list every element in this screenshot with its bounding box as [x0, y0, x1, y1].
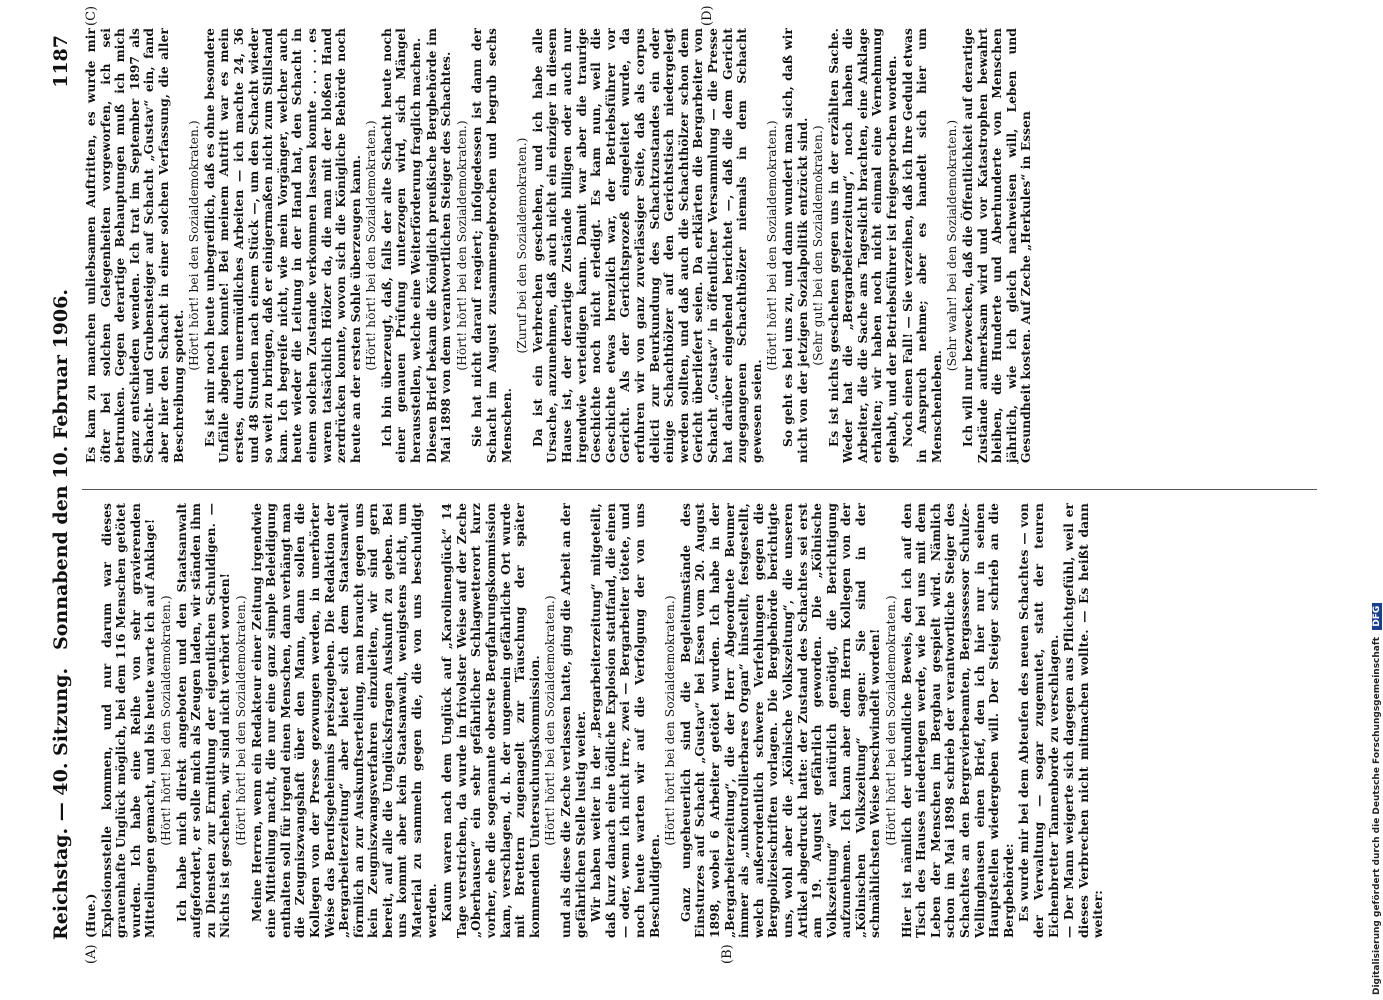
paragraph: Kaum waren nach dem Unglück auf „Karolinenglück“ 14 Tage verstrichen, da wurde in frivolster Weise auf der Zeche „Oberhausen“ ein sehr gefährlicher Schlagwetterort kurz vorher, ehe die sogenannte oberste Bergfahrungskommission kam, verschlagen, d. h. der ungemein gefährliche Ort wurde mit Brettern zugenagelt zur Täuschung der später kommenden Untersuchungskommission. [440, 503, 542, 938]
dfg-logo: DFG [1372, 603, 1382, 630]
paragraph: Sie hat nicht darauf reagiert; infolgedessen ist dann der Schacht im August zusammengebrochen und begrub sechs Menschen. [470, 28, 514, 463]
right-column [84, 28, 1035, 463]
paragraph: Ganz ungeheuerlich sind die Begleitumstände des Einsturzes auf Schacht „Gustav“ bei Essen vom 20. August 1898, wobei 6 Arbeiter getötet wurden. Ich habe in der „Bergarbeiterzeitung“, die der Herr Abgeordnete Beumer immer als „unkontrollierbares Organ“ hinstellt, festgestellt, welch außerordentlich schwere Verfehlungen gegen die Bergpolizeischriften vorlagen. Die Bergbehörde berichtigte uns, wohl aber die „Kölnische Volkszeitung“, die unseren Artikel abgedruckt hatte: der Zustand des Schachtes sei erst am 19. August gefährlich geworden. Die „Kölnische Volkszeitung“ war natürlich genötigt, die Berichtigung aufzunehmen. Ich kann aber dem Herrn Kollegen von der „Kölnischen Volkszeitung“ sagen: Sie sind in der schmählichsten Weise beschwindelt worden! [678, 503, 883, 938]
paragraph: — Der Mann weigerte sich dagegen aus Pflichtgefühl, weil er dieses Verbrechen nicht mitmachen wollte. — Es heißt dann weiter: [1062, 503, 1106, 938]
paragraph: Hier ist nämlich der urkundliche Beweis, den ich auf den Tisch des Hauses niederlegen werde, wie bei uns mit dem Leben der Menschen im Bergbau gespielt wird. Nämlich schon im Mai 1898 schrieb der verantwortliche Steiger des Schachtes an den Bergrevierbeamten, Bergassessor Schulze-Vellinghausen einen Brief, den ich hier nur in seinen Hauptstellen wiedergeben will. Der Steiger schrieb an die Bergbehörde: [899, 503, 1016, 938]
paragraph: Meine Herren, wenn ein Redakteur einer Zeitung irgendwie eine Mitteilung macht, die nur eine ganz simple Beleidigung enthalten soll für irgend einen Menschen, dann verhängt man die Zeugniszwangshaft über den Mann, dann sollen die Kollegen von der Presse gezwungen werden, in unerhörter Weise das Berufsgeheimnis preiszugeben. Die Redaktion der „Bergarbeiterzeitung“ aber bietet sich dem Staatsanwalt förmlich an zur Auskunftserteilung, man braucht gegen uns kein Zeugniszwangsverfahren einzuleiten, wir sind gern bereit, auf alle die Unglücksfragen Auskunft zu geben. Bei uns kommt aber kein Staatsanwalt, wenigstens nicht, um Material zu sammeln gegen die, die von uns beschuldigt werden. [249, 503, 439, 938]
paragraph: und als diese die Zeche verlassen hatte, ging die Arbeit an der gefährlichen Stelle lustig weiter. [559, 503, 588, 938]
margin-mark-b: (B) [720, 944, 735, 964]
interjection: (Hört! hört! bei den Sozialdemokraten.) [187, 120, 202, 371]
interjection: (Hört! hört! bei den Sozialdemokraten.) [543, 595, 558, 846]
paragraph: Wir haben weiter in der „Bergarbeiterzeitung“ mitgeteilt, daß kurz danach eine tödliche Explosion stattfand, die einen — oder, wenn ich nicht irre, zwei — Bergarbeiter tötete, und noch heute warten wir auf die Verfolgung der von uns Beschuldigten. [589, 503, 662, 938]
paragraph: Noch einen Fall! — Sie verzeihen, daß ich Ihre Geduld etwas in Anspruch nehme; aber es handelt sich hier um Menschenleben. [900, 28, 944, 463]
paragraph: Ich will nur bezwecken, daß die Öffentlichkeit auf derartige Zustände aufmerksam wird und vor Katastrophen bewahrt bleiben, die Hunderte und Aberhunderte von Menschen jährlich, wie ich gleich nachweisen will, Leben und Gesundheit kosten. Auf Zeche „Herkules“ in Essen [961, 28, 1034, 463]
paragraph: Ich bin überzeugt, daß, falls der alte Schacht heute noch einer genauen Prüfung unterzogen wird, sich Mängel herausstellen, welche eine Weiterförderung fraglich machen. [379, 28, 424, 463]
header-left: Reichstag. — 40. Sitzung. [50, 667, 72, 940]
interjection: (Zuruf bei den Sozialdemokraten.) [515, 137, 530, 354]
paragraph: Es ist mir noch heute unbegreiflich, daß es ohne besondere Unfälle abgehen konnte! Bei meinem Antritt war es mein erstes, durch unermüdliches Arbeiten — ich machte 24, 36 und 48 Stunden nach einem Stück —, um den Schacht wieder so weit zu bringen, daß er einigermaßen nicht zum Stillstand kam. Ich begreife nicht, wie mein Vorgänger, welcher auch heute wieder die Leitung in der Hand hat, den Schacht in einem solchen Zustande verkommen lassen konnte . . . . . es waren tatsächlich Hölzer da, die man mit der bloßen Hand zerdrücken konnte, wovon sich die Königliche Behörde noch heute an der ersten Sohle überzeugen kann. [202, 28, 363, 463]
paragraph: Da ist ein Verbrechen geschehen, und ich habe alle Ursache, anzunehmen, daß auch nicht ein einziger in diesem Hause ist, der derartige Zustände billigen oder auch nur irgendwie verteidigen kann. Damit war aber die traurige Geschichte noch nicht erledigt. Es kam nun, weil die Geschichte etwas brenzlich war, der Betriebsführer vor Gericht. Als der Gerichtsprozeß eingeleitet wurde, da erfuhren wir von ganz zuverlässiger Seite, daß als corpus delicti zur Beurkundung des Schachtzustandes ein oder einige Schachthölzer auf den Gerichtstisch niedergelegt werden sollten, und daß auch die Schachthölzer schon dem Gericht überliefert seien. Da erklärten die Bergarbeiter von Schacht „Gustav“ in öffentlicher Versammlung — die Presse hat darüber eingehend berichtet —, daß die dem Gericht zugegangenen Schachthölzer niemals in dem Schacht gewesen seien. [530, 28, 764, 463]
paragraph: Es wurde mir bei dem Abteufen des neuen Schachtes — von der Verwaltung — sogar zugemutet, statt der teuren Eichenbretter Tannenborde zu verschlagen. [1017, 503, 1061, 938]
margin-mark-d: (D) [700, 5, 715, 26]
interjection: (Sehr wahr! bei den Sozialdemokraten.) [945, 119, 960, 372]
margin-mark-c: (C) [84, 5, 99, 26]
credit-text: Digitalisierung gefördert durch die Deutsche Forschungsgemeinschaft [1372, 636, 1382, 995]
paragraph: (Hue.) [84, 893, 98, 938]
interjection: (Hört! hört! bei den Sozialdemokraten.) [158, 595, 173, 846]
left-column [84, 503, 1107, 938]
paragraph: So geht es bei uns zu, und dann wundert man sich, daß wir nicht von der jetzigen Sozialpolitik entzückt sind. [780, 28, 810, 463]
interjection: (Hört! hört! bei den Sozialdemokraten.) [884, 595, 899, 846]
header-date: Sonnabend den 10. Februar 1906. [50, 289, 72, 650]
interjection: (Hört! hört! bei den Sozialdemokraten.) [233, 595, 248, 846]
paragraph: Es ist nichts geschehen gegen uns in der erzählten Sache. Weder hat die „Bergarbeiterzeitung“, noch haben die Arbeiter, die die Sache ans Tageslicht brachten, eine Anklage erhalten; wir haben noch nicht einmal eine Vernehmung gehabt, und der Betriebsführer ist freigesprochen worden. [826, 28, 900, 463]
paragraph: Explosionsstelle kommen, und nur darum war dieses grauenhafte Unglück möglich, bei dem 116 Menschen getötet wurden. Ich habe eine Reihe von sehr gravierenden Mitteilungen gemacht, und bis heute warte ich auf Anklage! [99, 503, 158, 938]
interjection: (Hört! hört! bei den Sozialdemokraten.) [364, 120, 379, 371]
paragraph: Es kam zu manchen unliebsamen Auftritten, es wurde mir öfter bei solchen Gelegenheiten vorgeworfen, ich sei betrunken. Gegen derartige Behauptungen muß ich mich ganz entschieden wenden. Ich trat im September 1897 als Schacht- und Grubensteiger auf Schacht „Gustav“ ein, fand aber hier den Schacht in einer solchen Verfassung, die aller Beschreibung spottet. [84, 28, 186, 463]
paragraph: Ich habe mich direkt angeboten und den Staatsanwalt aufgefordert, er solle mich als Zeugen laden, wir ständen ihm zu Diensten zur Ermittlung der eigentlichen Schuldigen. — Nichts ist geschehen, wir sind nicht verhört worden! [174, 503, 233, 938]
interjection: (Hört! hört! bei den Sozialdemokraten.) [454, 120, 469, 371]
interjection: (Sehr gut! bei den Sozialdemokraten.) [811, 125, 826, 366]
interjection: (Hört! hört! bei den Sozialdemokraten.) [765, 120, 780, 371]
paragraph: Diesen Brief bekam die Königlich preußische Bergbehörde im Mai 1898 von dem verantwortlichen Steiger des Schachtes. [424, 28, 454, 463]
margin-mark-a: (A) [84, 944, 99, 964]
column-rule [82, 489, 1317, 490]
digitization-credit [1372, 5, 1382, 995]
page-number: 1187 [50, 35, 72, 88]
interjection: (Hört! hört! bei den Sozialdemokraten.) [663, 595, 678, 846]
page-header [0, 35, 72, 940]
